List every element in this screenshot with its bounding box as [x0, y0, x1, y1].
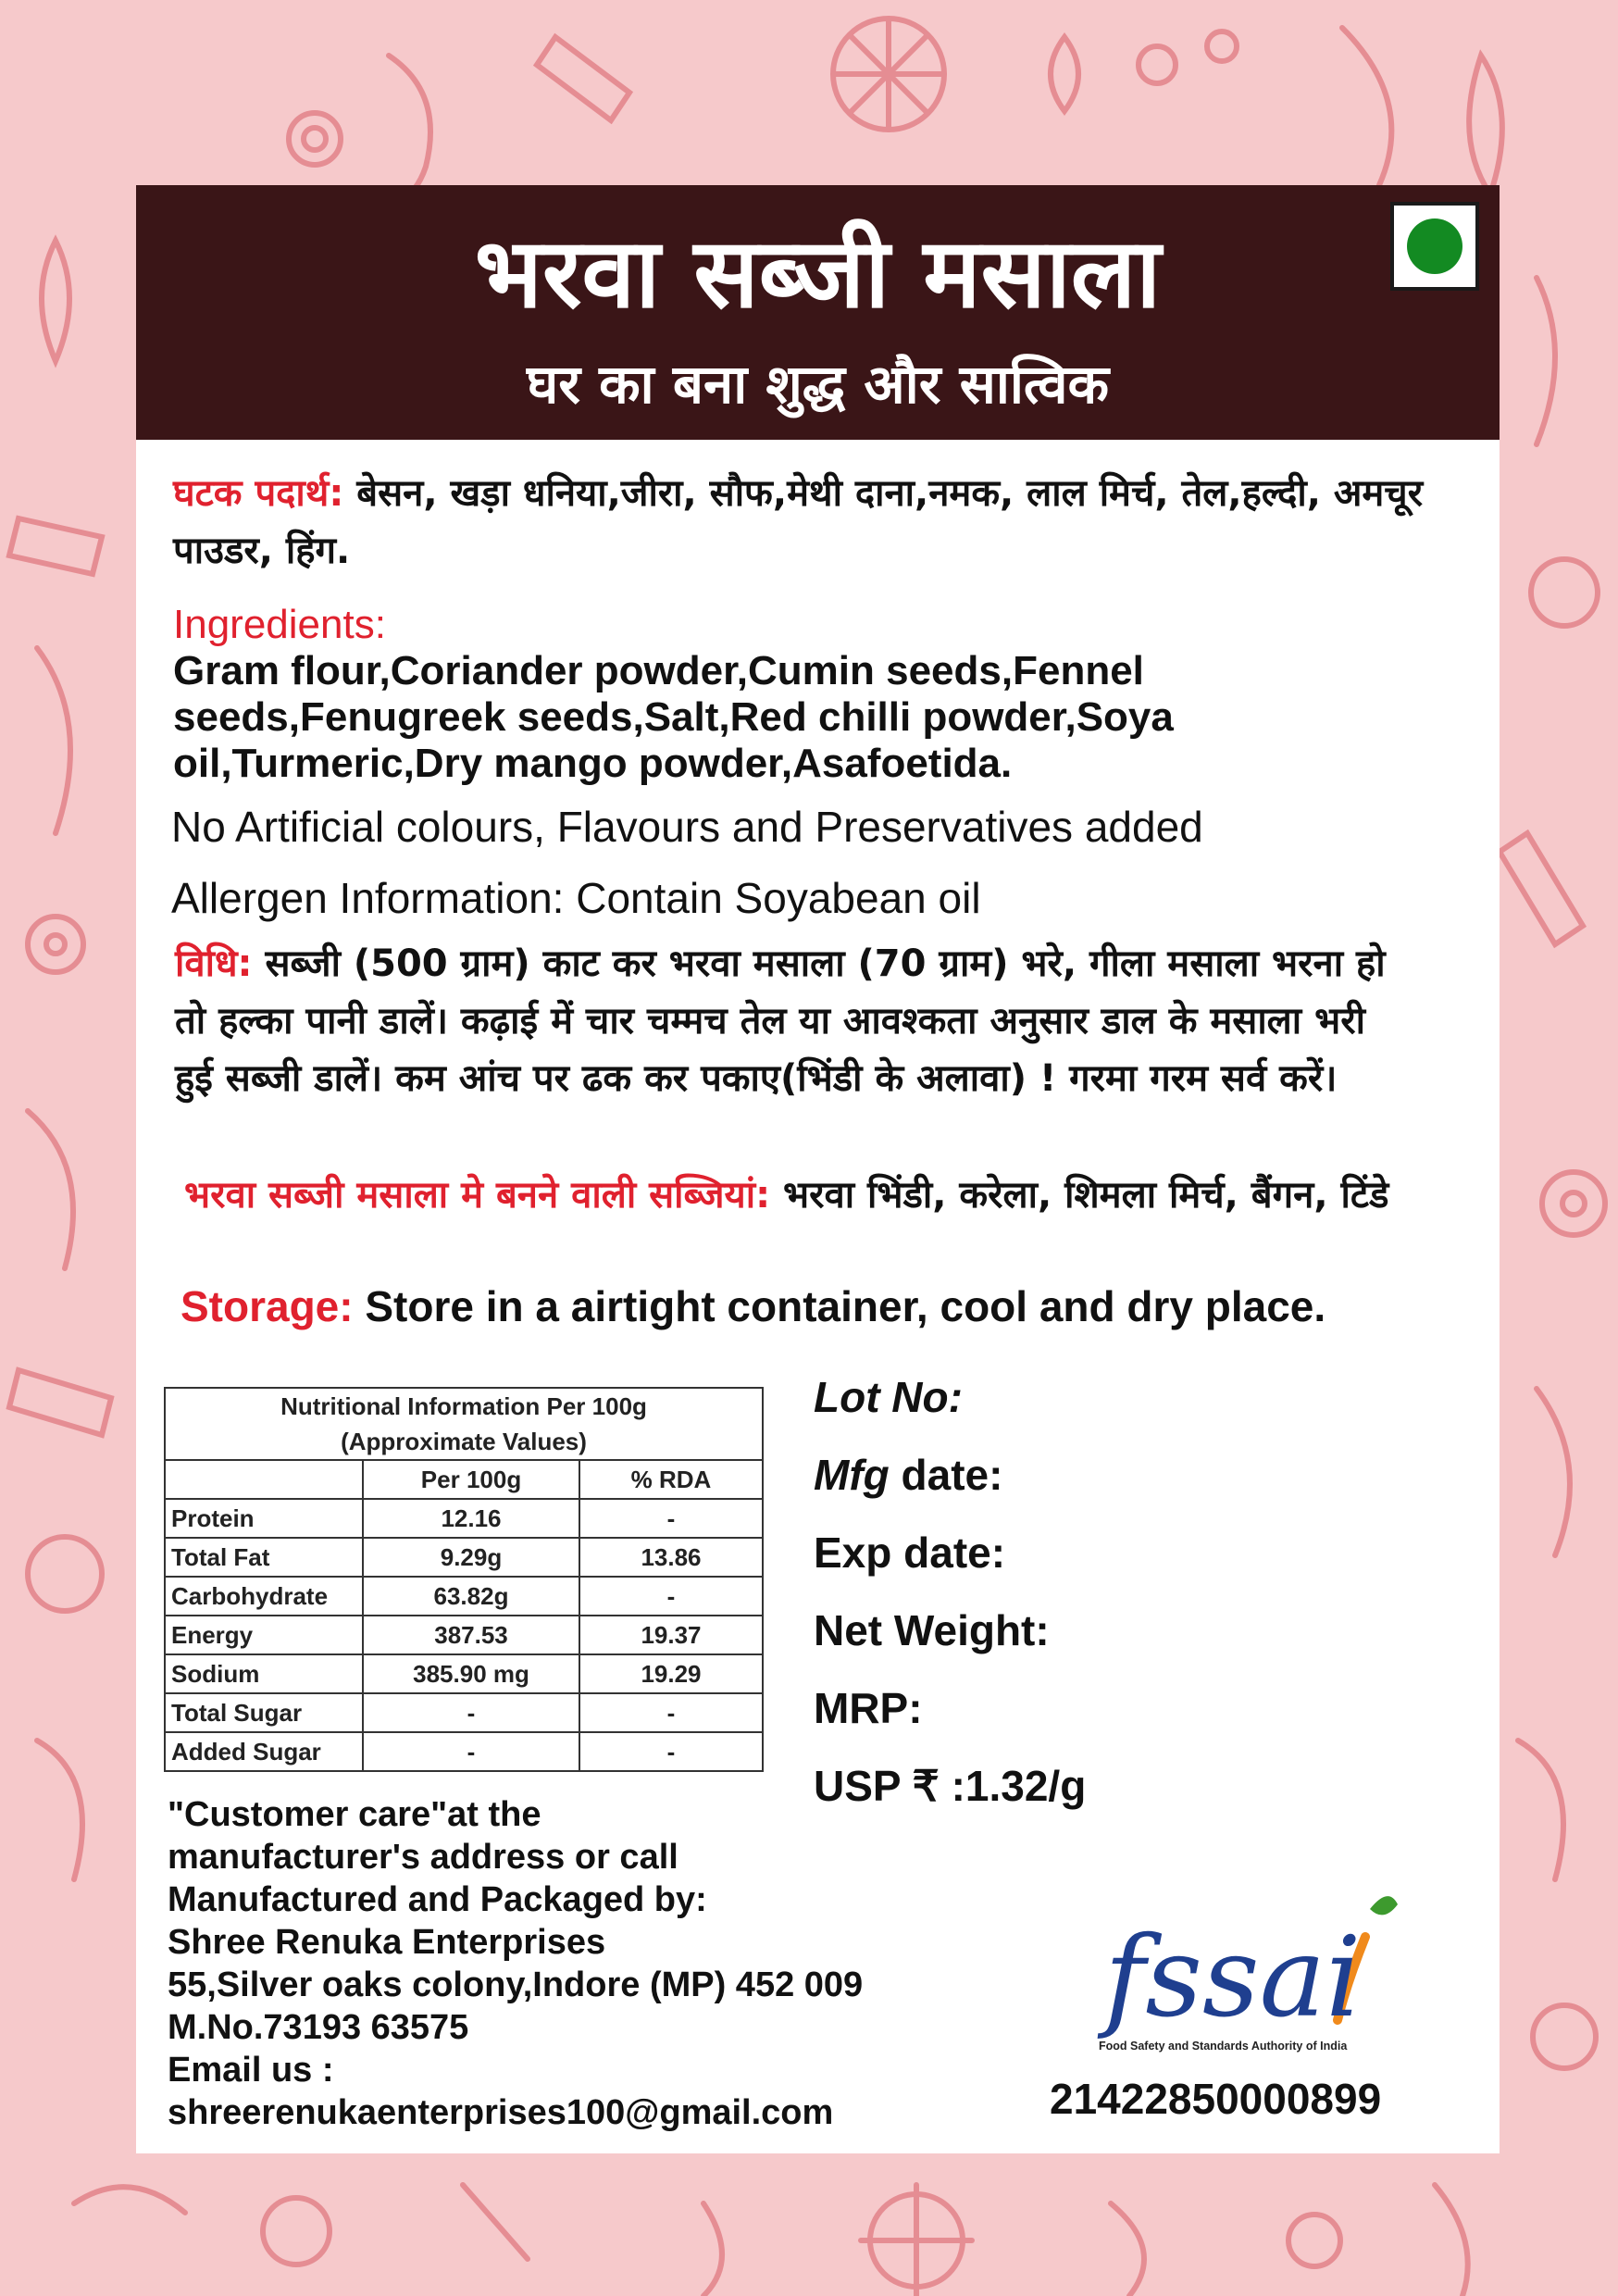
vegetables-label: भरवा सब्जी मसाला मे बनने वाली सब्जियां:	[184, 1174, 771, 1217]
nutrition-table	[164, 1387, 764, 1772]
table-row	[165, 1577, 763, 1616]
nutrient-per100: 387.53	[363, 1616, 579, 1654]
lot-number-label: Lot No:	[814, 1373, 963, 1421]
manufacturer-footer	[168, 1793, 863, 2134]
ingredients-hindi-text: बेसन, खड़ा धनिया,जीरा, सौफ,मेथी दाना,नमक, लाल मिर्च, तेल,हल्दी, अमचूर पाउडर, हिंग.	[173, 472, 1424, 572]
storage-label: Storage:	[180, 1282, 354, 1330]
footer-line: "Customer care"at the	[168, 1795, 541, 1834]
table-row	[165, 1538, 763, 1577]
method-label: विधि:	[175, 942, 253, 985]
vegetables	[184, 1167, 1425, 1224]
veg-mark-icon	[1390, 202, 1479, 291]
mfg-date-label-b: date:	[889, 1451, 1003, 1499]
fssai-license-number: 21422850000899	[1050, 2075, 1382, 2123]
ingredients-hindi	[173, 465, 1487, 580]
table-row	[165, 1499, 763, 1538]
exp-date: Exp date:	[814, 1529, 1006, 1577]
column-header-rda: % RDA	[579, 1460, 763, 1499]
table-row	[165, 1388, 763, 1460]
nutrient-rda: -	[579, 1577, 763, 1616]
veg-dot-icon	[1407, 218, 1462, 274]
vegetables-text: भरवा भिंडी, करेला, शिमला मिर्च, बैंगन, टिंडे	[770, 1174, 1389, 1217]
ingredients-hindi-label: घटक पदार्थ:	[173, 472, 344, 515]
nutrient-per100: -	[363, 1693, 579, 1732]
footer-line: Shree Renuka Enterprises	[168, 1923, 606, 1962]
nutrient-rda: 19.29	[579, 1654, 763, 1693]
footer-email: shreerenukaenterprises100@gmail.com	[168, 2093, 834, 2132]
nutrient-name: Added Sugar	[165, 1732, 363, 1771]
footer-line: 55,Silver oaks colony,Indore (MP) 452 009	[168, 1965, 864, 2004]
storage-text: Store in a airtight container, cool and dry place.	[353, 1282, 1326, 1330]
ingredients-english-text: Gram flour,Coriander powder,Cumin seeds,Fennel seeds,Fenugreek seeds,Salt,Red chilli powder,Soya oil,Turmeric,Dry mango powder,Asafoetida.	[173, 648, 1174, 786]
product-subtitle: घर का बना शुद्ध और सात्विक	[526, 353, 1110, 416]
footer-line: manufacturer's address or call	[168, 1838, 678, 1877]
footer-line: M.No.73193 63575	[168, 2008, 469, 2047]
storage	[180, 1280, 1326, 1332]
mfg-date	[814, 1450, 1002, 1500]
method-text: सब्जी (500 ग्राम) काट कर भरवा मसाला (70 ग्राम) भरे, गीला मसाला भरना हो तो हल्का पानी डालें। कढ़ाई में चार चम्मच तेल या आवश्कता अनुसार डाल के मसाला भरी हुई सब्जी डालें। कम आंच पर ढक कर पकाए(भिंडी के अलावा) ! गरमा गरम सर्व करें।	[175, 942, 1386, 1100]
nutrient-per100: -	[363, 1732, 579, 1771]
table-row	[165, 1732, 763, 1771]
label-card	[136, 185, 1500, 2153]
fssai-logo-text: fssai	[1104, 1914, 1362, 2042]
product-title: भरवा सब्जी मसाला	[474, 217, 1162, 330]
nutrient-name: Carbohydrate	[165, 1577, 363, 1616]
table-row	[165, 1616, 763, 1654]
table-cell	[165, 1460, 363, 1499]
nutrition-caption	[165, 1388, 763, 1460]
nutrition-caption-line2: (Approximate Values)	[341, 1428, 587, 1455]
nutrient-per100: 9.29g	[363, 1538, 579, 1577]
method	[175, 935, 1415, 1107]
nutrient-name: Total Fat	[165, 1538, 363, 1577]
mfg-date-label-a: Mfg	[814, 1451, 890, 1499]
nutrient-name: Energy	[165, 1616, 363, 1654]
nutrient-name: Protein	[165, 1499, 363, 1538]
no-artificial-note: No Artificial colours, Flavours and Preservatives added	[171, 803, 1203, 851]
fssai-tagline: Food Safety and Standards Authority of India	[1099, 2040, 1348, 2053]
mrp: MRP:	[814, 1684, 923, 1732]
table-row	[165, 1654, 763, 1693]
nutrient-rda: -	[579, 1732, 763, 1771]
nutrient-name: Sodium	[165, 1654, 363, 1693]
fssai-logo	[1097, 1881, 1402, 2057]
column-header-per100: Per 100g	[363, 1460, 579, 1499]
footer-line: Email us :	[168, 2051, 334, 2090]
ingredients-english-label: Ingredients:	[173, 602, 386, 647]
unit-selling-price: USP ₹ :1.32/g	[814, 1762, 1087, 1810]
nutrient-name: Total Sugar	[165, 1693, 363, 1732]
net-weight: Net Weight:	[814, 1606, 1050, 1654]
allergen-info: Allergen Information: Contain Soyabean oil	[171, 874, 981, 922]
table-row	[165, 1460, 763, 1499]
lot-number	[814, 1372, 963, 1422]
header-banner	[136, 185, 1500, 440]
ingredients-english	[173, 602, 1487, 787]
footer-line: Manufactured and Packaged by:	[168, 1880, 707, 1919]
nutrient-rda: 19.37	[579, 1616, 763, 1654]
nutrient-rda: -	[579, 1693, 763, 1732]
nutrition-caption-line1: Nutritional Information Per 100g	[280, 1392, 647, 1420]
table-row	[165, 1693, 763, 1732]
nutrient-per100: 12.16	[363, 1499, 579, 1538]
nutrient-rda: -	[579, 1499, 763, 1538]
nutrient-per100: 63.82g	[363, 1577, 579, 1616]
nutrient-rda: 13.86	[579, 1538, 763, 1577]
nutrient-per100: 385.90 mg	[363, 1654, 579, 1693]
